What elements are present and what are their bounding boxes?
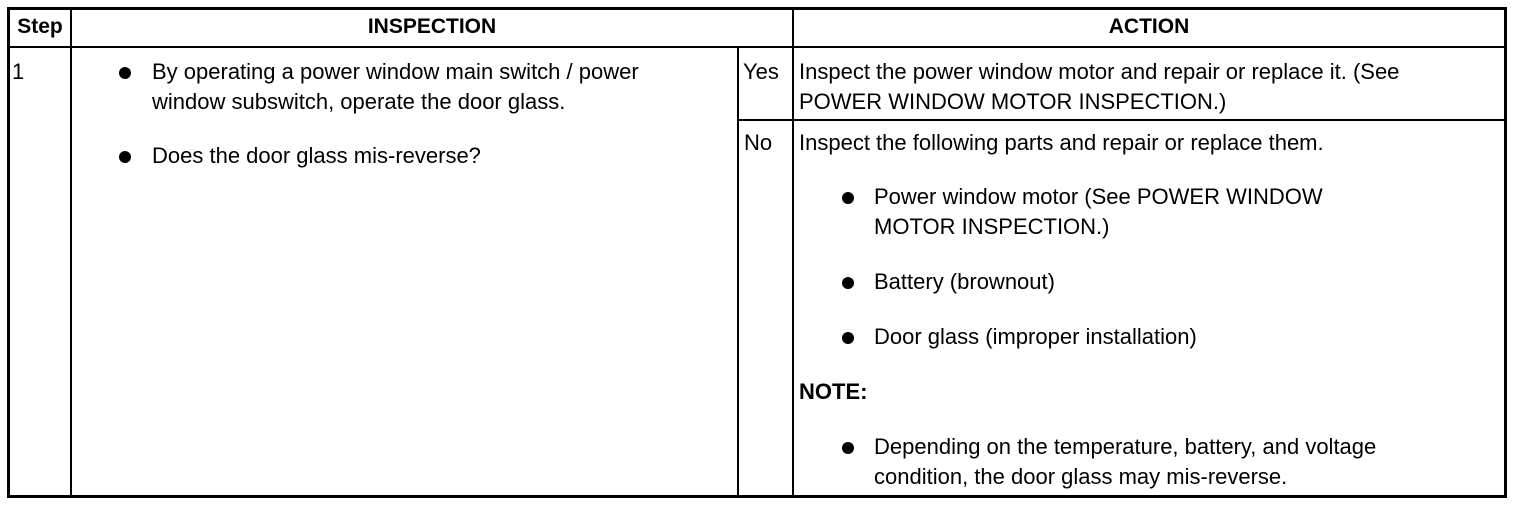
note-label: NOTE: [799, 379, 868, 404]
step-number: 1 [12, 59, 25, 84]
bullet-icon [119, 67, 131, 79]
yes-label: Yes [743, 59, 779, 84]
note-bullet-line-2: condition, the door glass may mis-reverse. [874, 464, 1288, 489]
no-bullet-1-line-1: Power window motor (See POWER WINDOW [874, 184, 1323, 209]
bullet-icon [842, 277, 854, 289]
note-bullet-line-1: Depending on the temperature, battery, and voltage [874, 434, 1377, 459]
no-intro: Inspect the following parts and repair or replace them. [799, 130, 1324, 155]
bullet-icon [119, 151, 131, 163]
yes-no-row-divider [737, 119, 1507, 121]
yes-action-line-1: Inspect the power window motor and repair or replace it. (See [799, 59, 1400, 84]
bullet-icon [842, 192, 854, 204]
inspection-bullet-2: Does the door glass mis-reverse? [152, 143, 481, 168]
no-label: No [744, 130, 773, 155]
inspection-bullet-1-line-2: window subswitch, operate the door glass. [152, 89, 566, 114]
header-action: ACTION [1108, 15, 1190, 38]
no-bullet-3: Door glass (improper installation) [874, 324, 1197, 349]
bullet-icon [842, 442, 854, 454]
inspection-action-divider [792, 7, 794, 498]
yes-no-column-divider [737, 47, 739, 498]
inspection-bullet-1-line-1: By operating a power window main switch / power [152, 59, 639, 84]
header-divider [7, 46, 1507, 48]
yes-action-line-2: POWER WINDOW MOTOR INSPECTION.) [799, 89, 1227, 114]
no-bullet-1-line-2: MOTOR INSPECTION.) [874, 214, 1110, 239]
step-column-divider [70, 7, 72, 498]
no-bullet-2: Battery (brownout) [874, 269, 1055, 294]
header-inspection: INSPECTION [367, 15, 497, 38]
header-step: Step [17, 15, 63, 38]
bullet-icon [842, 332, 854, 344]
